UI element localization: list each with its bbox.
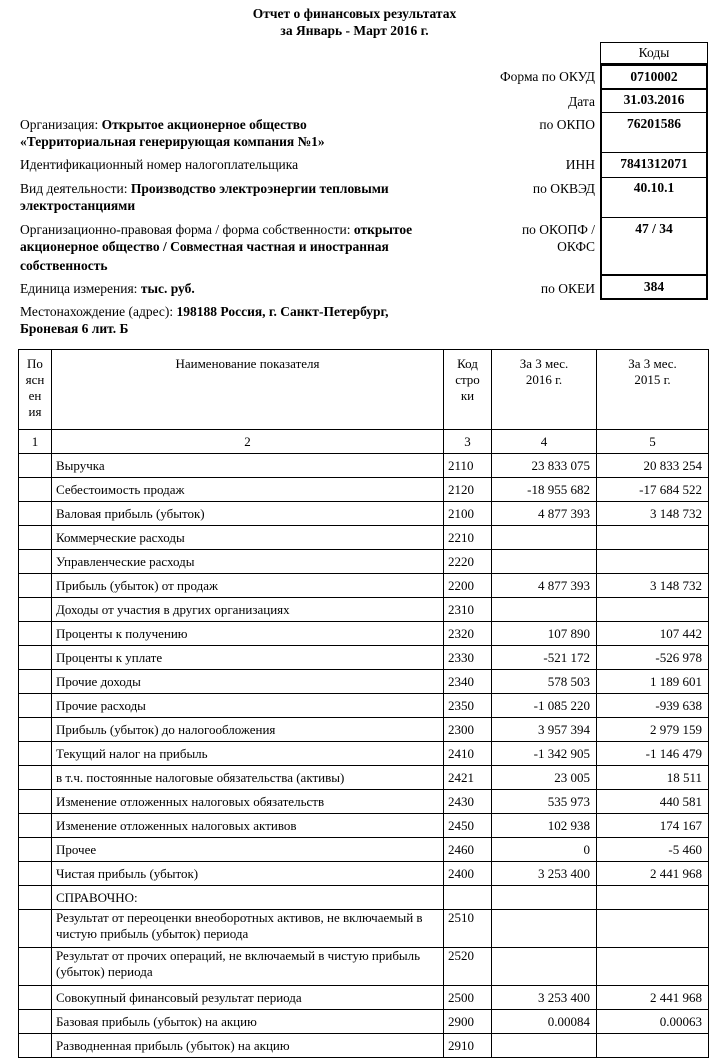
row-name: Изменение отложенных налоговых обязательств [52,790,444,814]
row-note-cell [19,790,52,814]
col-number: 4 [492,430,597,454]
row-note-cell [19,454,52,478]
table-row [19,814,709,838]
row-note-cell [19,646,52,670]
col-header-note: По ясн ен ия [19,350,52,430]
row-value-current: 102 938 [492,814,597,838]
okved-value: 40.10.1 [600,177,708,218]
row-note-cell [19,886,52,910]
row-value-previous: 2 979 159 [597,718,709,742]
inn-text: Идентификационный номер налогоплательщика [20,157,299,172]
row-code: 2340 [444,670,492,694]
row-name: Прочие доходы [52,670,444,694]
row-code: 2330 [444,646,492,670]
row-code: 2460 [444,838,492,862]
row-value-previous: -5 460 [597,838,709,862]
table-row [19,742,709,766]
row-code: 2200 [444,574,492,598]
row-value-current: 578 503 [492,670,597,694]
codes-heading: Коды [600,42,708,64]
table-row [19,502,709,526]
row-value-current: 0 [492,838,597,862]
row-value-current: -1 342 905 [492,742,597,766]
table-row [19,862,709,886]
row-value-previous: 2 441 968 [597,986,709,1010]
table-row [19,646,709,670]
row-code: 2910 [444,1034,492,1058]
row-code: 2400 [444,862,492,886]
row-note-cell [19,622,52,646]
legal-form-value-2: акционерное общество / Совместная частная и иностранная [20,239,389,254]
row-note-cell [19,910,52,948]
row-code: 2430 [444,790,492,814]
col-header-previous: За 3 мес. 2015 г. [597,350,709,430]
address-value-2: Броневая 6 лит. Б [20,321,129,336]
row-code: 2510 [444,910,492,948]
row-value-previous [597,948,709,986]
row-value-current: 4 877 393 [492,502,597,526]
row-value-current: 4 877 393 [492,574,597,598]
table-row [19,478,709,502]
row-code: 2450 [444,814,492,838]
row-value-previous [597,910,709,948]
col-number: 2 [52,430,444,454]
okei-value: 384 [600,274,708,300]
row-value-previous: 440 581 [597,790,709,814]
okopf-label-1: по ОКОПФ / [521,222,595,237]
table-row [19,766,709,790]
table-row [19,718,709,742]
address-value-1: 198188 Россия, г. Санкт-Петербург, [176,304,389,319]
row-value-previous: -939 638 [597,694,709,718]
row-value-previous: 18 511 [597,766,709,790]
col-header-name: Наименование показателя [52,350,444,430]
row-name: Прочее [52,838,444,862]
row-note-cell [19,814,52,838]
row-name: Результат от переоценки внеоборотных активов, не включаемый в чистую прибыль (убыток) периода [52,910,444,948]
row-note-cell [19,574,52,598]
row-value-previous [597,526,709,550]
row-code: 2120 [444,478,492,502]
row-value-current [492,948,597,986]
row-name: Себестоимость продаж [52,478,444,502]
table-row [19,670,709,694]
table-row [19,694,709,718]
row-value-previous: 107 442 [597,622,709,646]
row-note-cell [19,838,52,862]
row-name: Совокупный финансовый результат периода [52,986,444,1010]
row-name: Результат от прочих операций, не включаемый в чистую прибыль (убыток) периода [52,948,444,986]
row-name: Прибыль (убыток) до налогообложения [52,718,444,742]
row-note-cell [19,694,52,718]
address-label: Местонахождение (адрес): [20,304,174,319]
table-row [19,574,709,598]
row-name: СПРАВОЧНО: [52,886,444,910]
table-row [19,886,709,910]
row-code: 2520 [444,948,492,986]
row-value-previous: 174 167 [597,814,709,838]
row-note-cell [19,1010,52,1034]
table-row [19,1010,709,1034]
table-row [19,526,709,550]
report-period: за Январь - Март 2016 г. [280,23,429,38]
row-value-previous: 3 148 732 [597,502,709,526]
row-code: 2300 [444,718,492,742]
row-value-current: 107 890 [492,622,597,646]
okpo-value: 76201586 [600,112,708,153]
row-name: Выручка [52,454,444,478]
row-code [444,886,492,910]
row-name: Изменение отложенных налоговых активов [52,814,444,838]
row-value-current: -1 085 220 [492,694,597,718]
activity-value-1: Производство электроэнергии тепловыми [130,181,389,196]
row-note-cell [19,526,52,550]
row-note-cell [19,766,52,790]
row-note-cell [19,742,52,766]
okved-label: по ОКВЭД [532,181,595,196]
date-label: Дата [568,94,595,109]
row-name: Управленческие расходы [52,550,444,574]
row-value-previous: 3 148 732 [597,574,709,598]
activity-value-2: электростанциями [20,198,136,213]
row-note-cell [19,948,52,986]
legal-form-label: Организационно-правовая форма / форма собственности: [20,222,351,237]
unit-label: Единица измерения: [20,281,138,296]
row-value-current [492,1034,597,1058]
col-number: 1 [19,430,52,454]
okei-label: по ОКЕИ [540,281,595,296]
inn-code-label: ИНН [565,157,595,172]
organization-name-1: Открытое акционерное общество [101,117,307,132]
row-note-cell [19,598,52,622]
row-name: Базовая прибыль (убыток) на акцию [52,1010,444,1034]
col-number: 3 [444,430,492,454]
row-value-current: 23 833 075 [492,454,597,478]
row-code: 2320 [444,622,492,646]
row-value-current [492,910,597,948]
row-name: Проценты к получению [52,622,444,646]
table-row [19,454,709,478]
okud-label: Форма по ОКУД [499,69,595,84]
row-code: 2900 [444,1010,492,1034]
okpo-label: по ОКПО [539,117,595,132]
row-name: Доходы от участия в других организациях [52,598,444,622]
row-note-cell [19,502,52,526]
row-value-current [492,526,597,550]
row-value-current [492,598,597,622]
organization-line1 [20,116,520,133]
col-header-code: Код стро ки [444,350,492,430]
row-note-cell [19,1034,52,1058]
legal-form-value-1: открытое [353,222,413,237]
table-header-row [19,350,709,430]
activity-label: Вид деятельности: [20,181,128,196]
row-code: 2100 [444,502,492,526]
unit-value: тыс. руб. [140,281,195,296]
row-code: 2110 [444,454,492,478]
row-value-previous: -1 146 479 [597,742,709,766]
col-header-current: За 3 мес. 2016 г. [492,350,597,430]
okopf-label-2: ОКФС [557,239,595,254]
row-value-current: 3 253 400 [492,862,597,886]
row-code: 2310 [444,598,492,622]
row-note-cell [19,986,52,1010]
row-name: Чистая прибыль (убыток) [52,862,444,886]
row-value-current: 23 005 [492,766,597,790]
row-name: в т.ч. постоянные налоговые обязательства (активы) [52,766,444,790]
table-row [19,598,709,622]
table-row [19,622,709,646]
okopf-value: 47 / 34 [600,217,708,275]
row-value-current [492,550,597,574]
row-value-previous: 1 189 601 [597,670,709,694]
row-value-previous: -17 684 522 [597,478,709,502]
row-name: Валовая прибыль (убыток) [52,502,444,526]
organization-name-2: «Территориальная генерирующая компания №1» [20,134,325,149]
row-name: Разводненная прибыль (убыток) на акцию [52,1034,444,1058]
row-note-cell [19,862,52,886]
row-code: 2220 [444,550,492,574]
table-row [19,838,709,862]
col-number: 5 [597,430,709,454]
row-note-cell [19,670,52,694]
table-row [19,948,709,986]
okud-value: 0710002 [600,64,708,90]
row-name: Прочие расходы [52,694,444,718]
legal-form-line1 [20,221,500,238]
row-value-previous: 0.00063 [597,1010,709,1034]
column-number-row [19,430,709,454]
row-value-current: -521 172 [492,646,597,670]
table-row [19,790,709,814]
table-row [19,910,709,948]
row-code: 2410 [444,742,492,766]
row-note-cell [19,550,52,574]
row-value-current [492,886,597,910]
row-note-cell [19,718,52,742]
unit-line [20,280,500,297]
table-row [19,986,709,1010]
inn-value: 7841312071 [600,152,708,178]
row-name: Текущий налог на прибыль [52,742,444,766]
row-code: 2350 [444,694,492,718]
row-value-current: 535 973 [492,790,597,814]
row-name: Прибыль (убыток) от продаж [52,574,444,598]
row-value-current: 3 253 400 [492,986,597,1010]
row-code: 2421 [444,766,492,790]
row-value-previous: 2 441 968 [597,862,709,886]
row-code: 2210 [444,526,492,550]
date-value: 31.03.2016 [600,89,708,113]
row-code: 2500 [444,986,492,1010]
report-title: Отчет о финансовых результатах [252,6,457,21]
row-value-previous: -526 978 [597,646,709,670]
table-row [19,550,709,574]
row-value-current: 3 957 394 [492,718,597,742]
row-value-current: 0.00084 [492,1010,597,1034]
table-row [19,1034,709,1058]
row-value-previous [597,550,709,574]
row-value-previous: 20 833 254 [597,454,709,478]
row-name: Проценты к уплате [52,646,444,670]
row-value-previous [597,886,709,910]
row-name: Коммерческие расходы [52,526,444,550]
activity-line1 [20,180,520,197]
financial-results-table [18,349,709,1058]
row-value-previous [597,598,709,622]
row-value-previous [597,1034,709,1058]
legal-form-value-3: собственность [20,258,108,273]
organization-label: Организация: [20,117,99,132]
row-note-cell [19,478,52,502]
row-value-current: -18 955 682 [492,478,597,502]
address-line1 [20,303,580,320]
